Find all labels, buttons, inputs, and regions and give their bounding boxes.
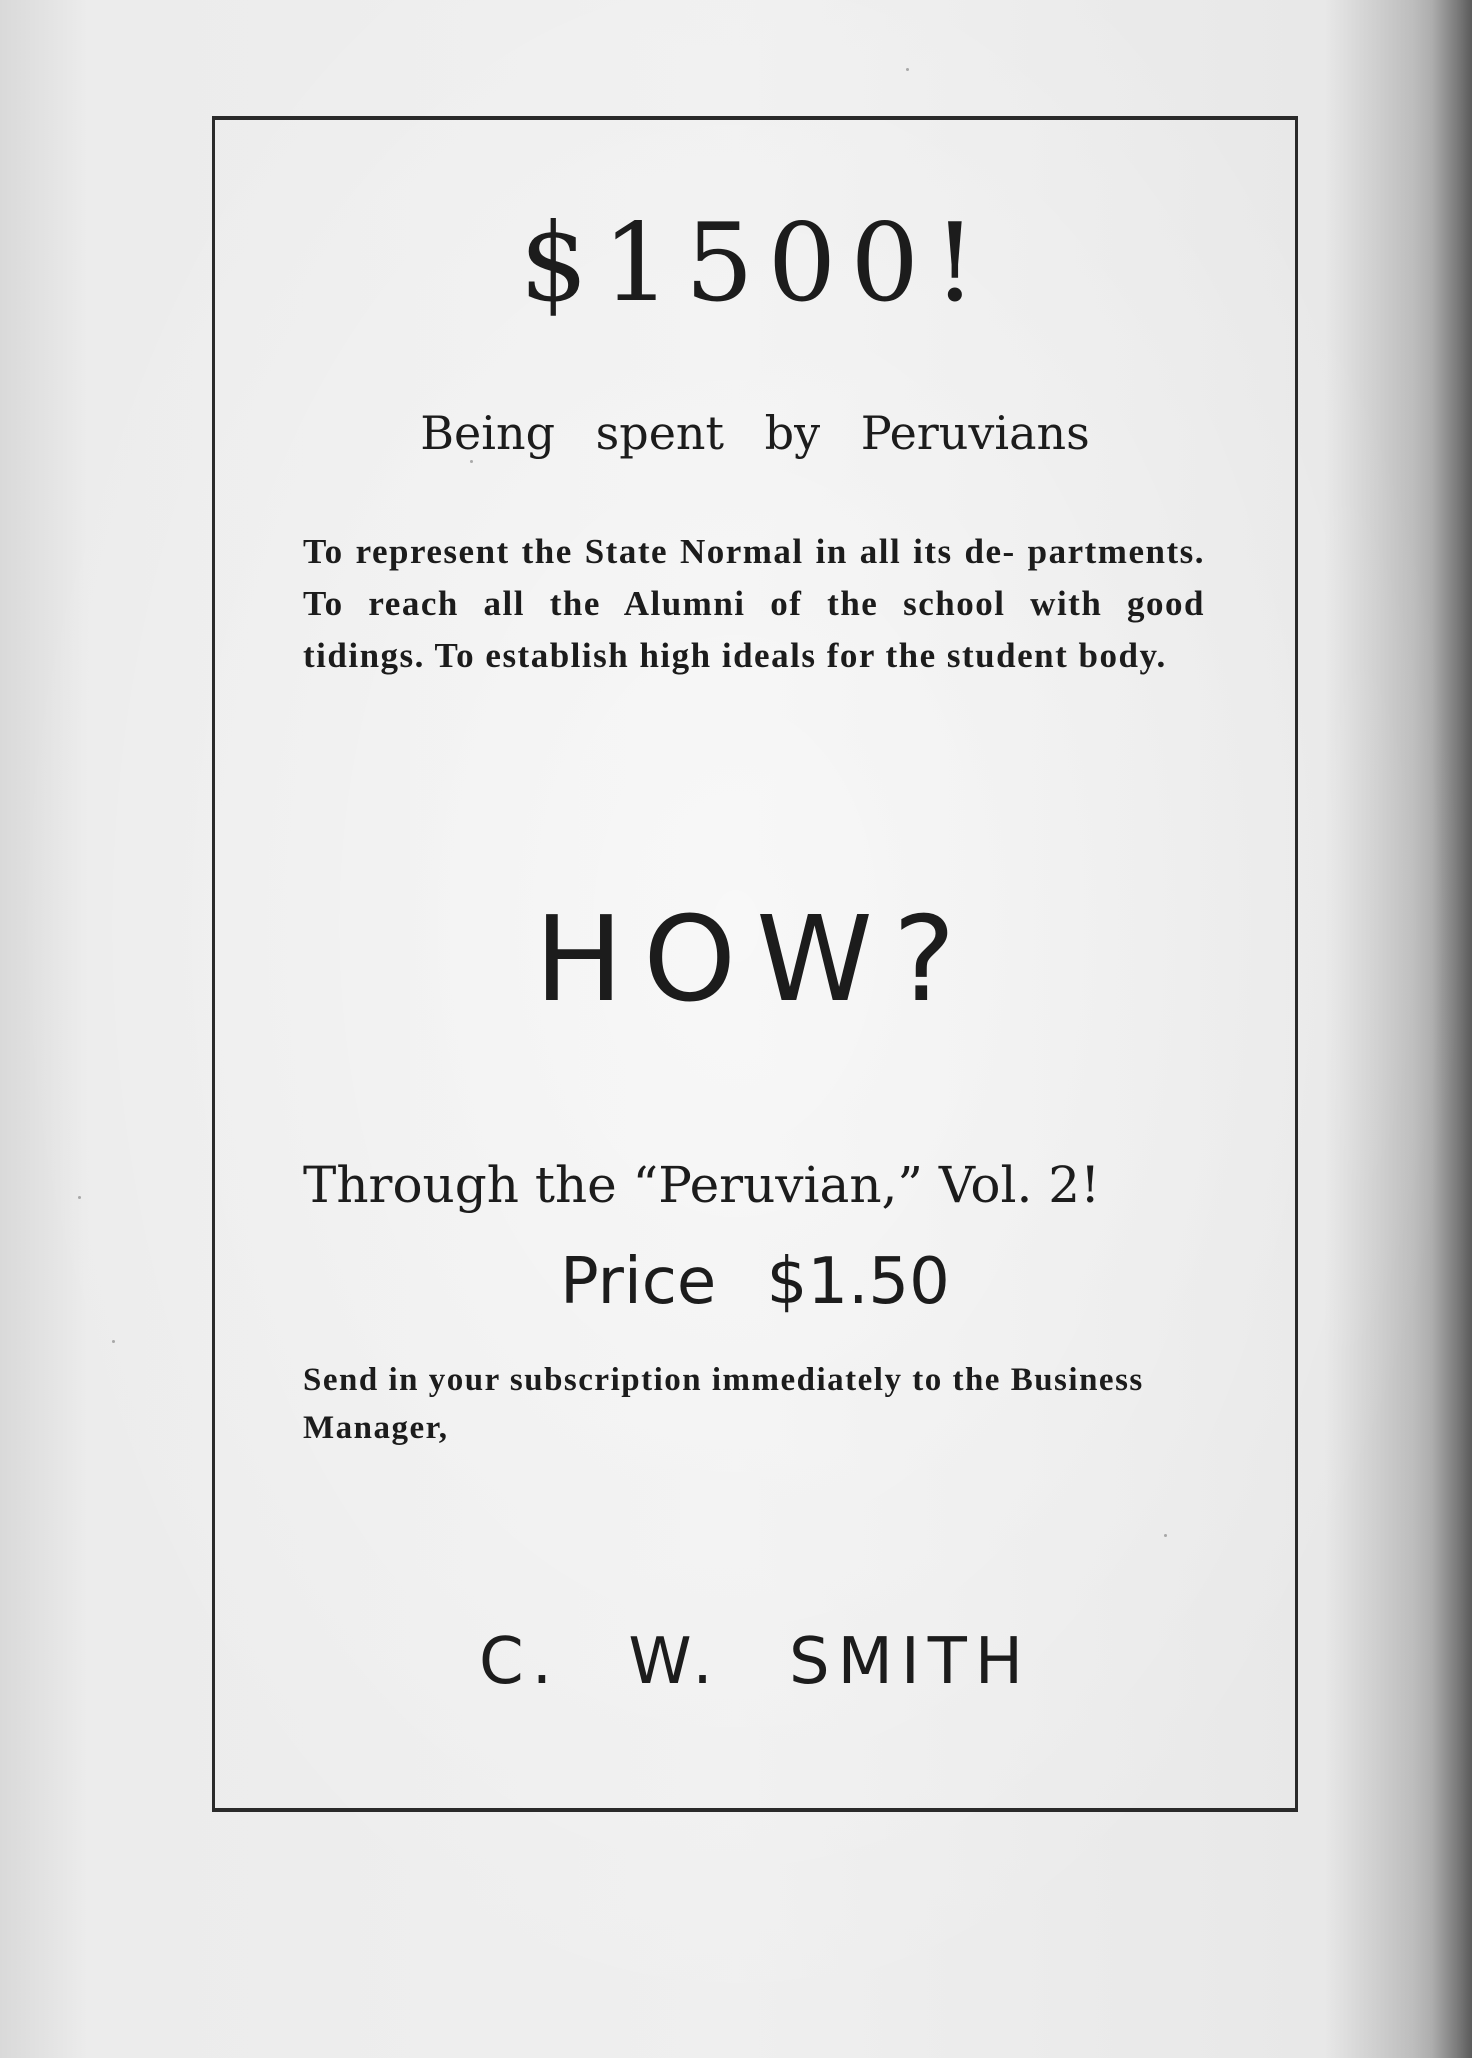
question-heading: HOW? <box>534 890 976 1028</box>
send-instruction: Send in your subscription immediately to the Business Manager, <box>303 1362 1144 1446</box>
paper-speck <box>112 1340 115 1343</box>
price-line: Price $1.50 <box>560 1245 950 1319</box>
headline-amount: $1500! <box>519 201 991 326</box>
page-edge-shadow <box>1432 0 1472 2058</box>
through-line: Through the “Peruvian,” Vol. 2! <box>303 1156 1101 1214</box>
paper-speck <box>78 1196 81 1199</box>
advertisement-frame <box>212 116 1298 1812</box>
paper-speck <box>906 68 909 71</box>
signature: C. W. SMITH <box>479 1625 1031 1699</box>
subhead: Being spent by Peruvians <box>420 406 1090 460</box>
body-paragraph: To represent the State Normal in all its de- partments. To reach all the Alumni of the school with good tidings. To establish high ideals for the student body. <box>303 532 1205 675</box>
